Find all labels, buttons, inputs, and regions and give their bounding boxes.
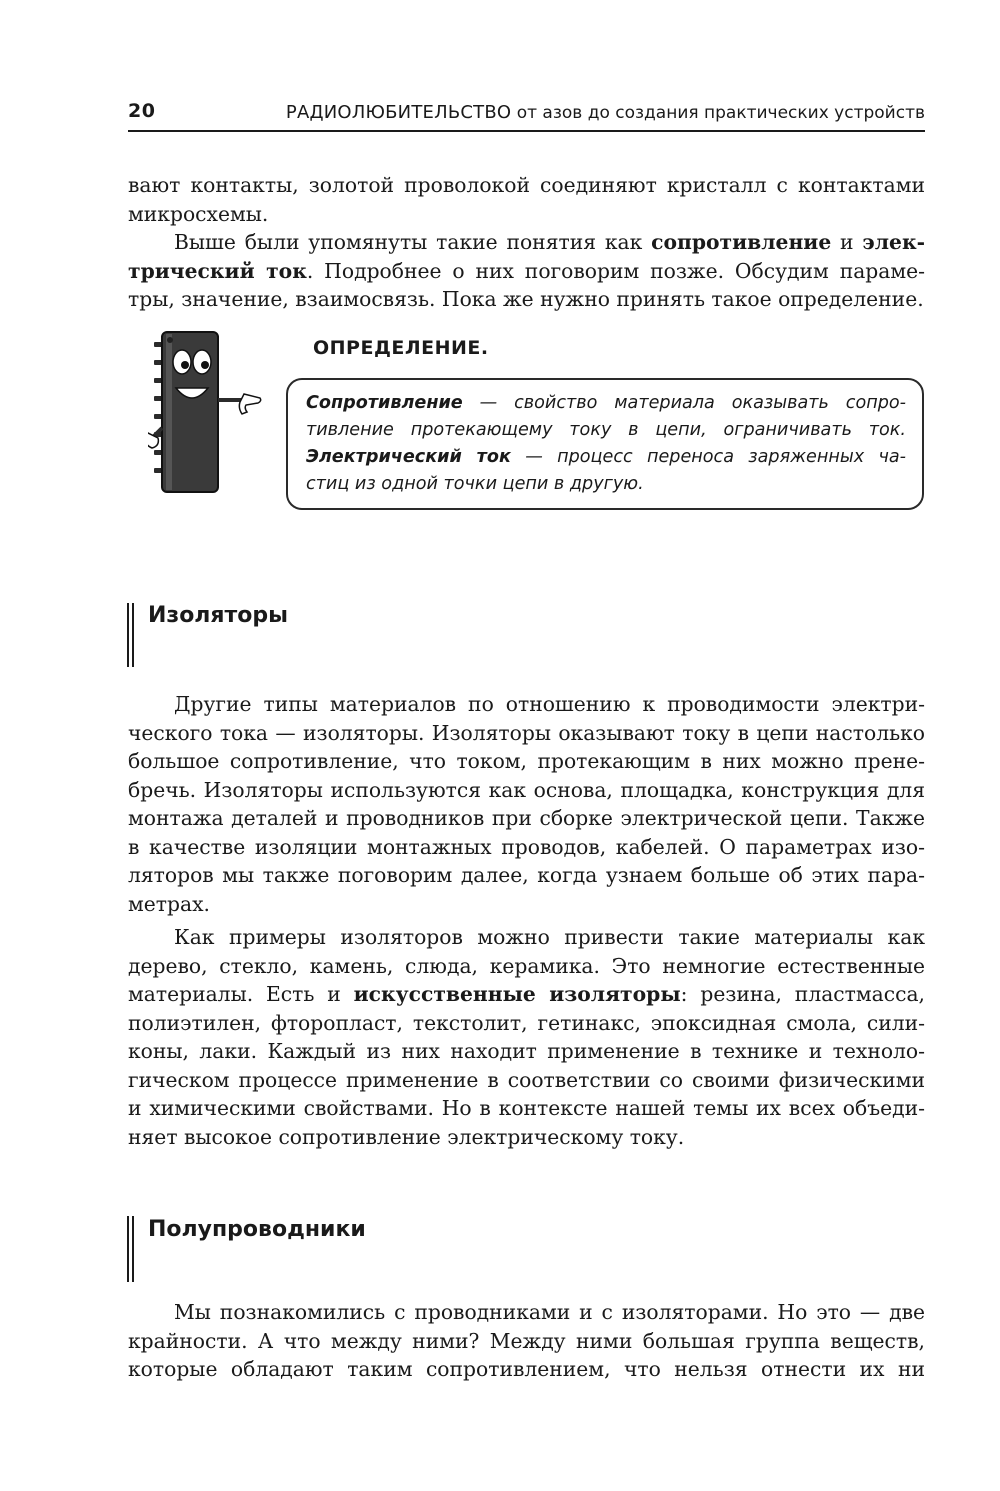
term-artificial-insulators: искусственные изоляторы bbox=[353, 982, 681, 1006]
definition-term-resistance: Сопротивление bbox=[306, 393, 463, 413]
definition-title: ОПРЕДЕЛЕНИЕ. bbox=[313, 337, 489, 359]
text-line: метрах. bbox=[128, 891, 210, 916]
chip-mascot-illustration bbox=[148, 328, 268, 498]
definition-term-current: Электрический ток bbox=[306, 447, 511, 467]
text-line: тры, значение, взаимосвязь. Пока же нужно принять такое определение. bbox=[128, 287, 924, 311]
text-line: микросхемы. bbox=[128, 201, 269, 226]
text-line: Мы познакомились с проводниками и с изоляторами. Но это — две bbox=[174, 1300, 925, 1324]
insulators-paragraph-1 bbox=[128, 690, 925, 918]
text-line: большое сопротивление, что током, протекающим в них можно прене- bbox=[128, 749, 925, 773]
section-title-semiconductors: Полупроводники bbox=[148, 1217, 366, 1242]
text-line: ляторов мы также поговорим далее, когда узнаем больше об этих пара- bbox=[128, 863, 925, 887]
text-line: няет высокое сопротивление электрическому току. bbox=[128, 1124, 685, 1149]
text-line: материалы. Есть и искусственные изоляторы: резина, пластмасса, bbox=[128, 982, 925, 1006]
insulators-paragraph-2 bbox=[128, 923, 925, 1151]
text-line: Другие типы материалов по отношению к проводимости электри- bbox=[174, 692, 925, 716]
text-line: бречь. Изоляторы используются как основа, площадка, конструкция для bbox=[128, 777, 925, 802]
running-title-main: РАДИОЛЮБИТЕЛЬСТВО bbox=[285, 102, 512, 123]
term-current-part1: элек- bbox=[862, 230, 926, 254]
text-line: в качестве изоляции монтажных проводов, кабелей. О параметрах изо- bbox=[128, 834, 925, 859]
text-line: гическом процессе применение в соответствии со своими физическими bbox=[128, 1067, 925, 1092]
semiconductors-paragraph-1 bbox=[128, 1298, 925, 1384]
section-marker bbox=[127, 1216, 134, 1282]
text-line: монтажа деталей и проводников при сборке электрической цепи. Также bbox=[128, 806, 925, 830]
running-title bbox=[286, 102, 925, 123]
text-line: Как примеры изоляторов можно привести такие материалы как bbox=[174, 925, 925, 949]
page-header bbox=[128, 94, 925, 132]
text-line: вают контакты, золотой проволокой соединяют кристалл с контактами bbox=[128, 173, 925, 197]
text-line: ческого тока — изоляторы. Изоляторы оказывают току в цепи настолько bbox=[128, 720, 925, 745]
text-line: стиц из одной точки цепи в другую. bbox=[306, 474, 644, 494]
text-line: трический ток. Подробнее о них поговорим позже. Обсудим параме- bbox=[128, 258, 926, 283]
text-line: которые обладают таким сопротивлением, что нельзя отнести их ни bbox=[128, 1357, 925, 1381]
text-line: и химическими свойствами. Но в контексте нашей темы их всех объеди- bbox=[128, 1096, 925, 1120]
page-number: 20 bbox=[128, 100, 156, 122]
text-line: полиэтилен, фторопласт, текстолит, гетинакс, эпоксидная смола, сили- bbox=[128, 1010, 925, 1035]
running-title-rest: от азов до создания практических устройств bbox=[511, 103, 925, 123]
section-marker bbox=[127, 603, 134, 667]
text-line: крайности. А что между ними? Между ними большая группа веществ, bbox=[128, 1328, 925, 1353]
text-line: Электрический ток — процесс переноса заряженных ча- bbox=[306, 447, 906, 467]
terms-paragraph bbox=[128, 228, 925, 314]
term-current-part2: трический ток bbox=[128, 258, 307, 283]
text-line: коны, лаки. Каждый из них находит применение в технике и техноло- bbox=[128, 1039, 925, 1063]
intro-paragraph bbox=[128, 171, 925, 228]
definition-text bbox=[306, 390, 906, 498]
section-title-insulators: Изоляторы bbox=[148, 603, 289, 628]
text-line: тивление протекающему току в цепи, ограничивать ток. bbox=[306, 420, 906, 440]
text-line: дерево, стекло, камень, слюда, керамика. Это немногие естественные bbox=[128, 953, 925, 978]
text-line: Выше были упомянуты такие понятия как сопротивление и элек- bbox=[174, 230, 926, 254]
term-resistance: сопротивление bbox=[651, 230, 832, 254]
text-line: Сопротивление — свойство материала оказывать сопро- bbox=[306, 393, 906, 413]
